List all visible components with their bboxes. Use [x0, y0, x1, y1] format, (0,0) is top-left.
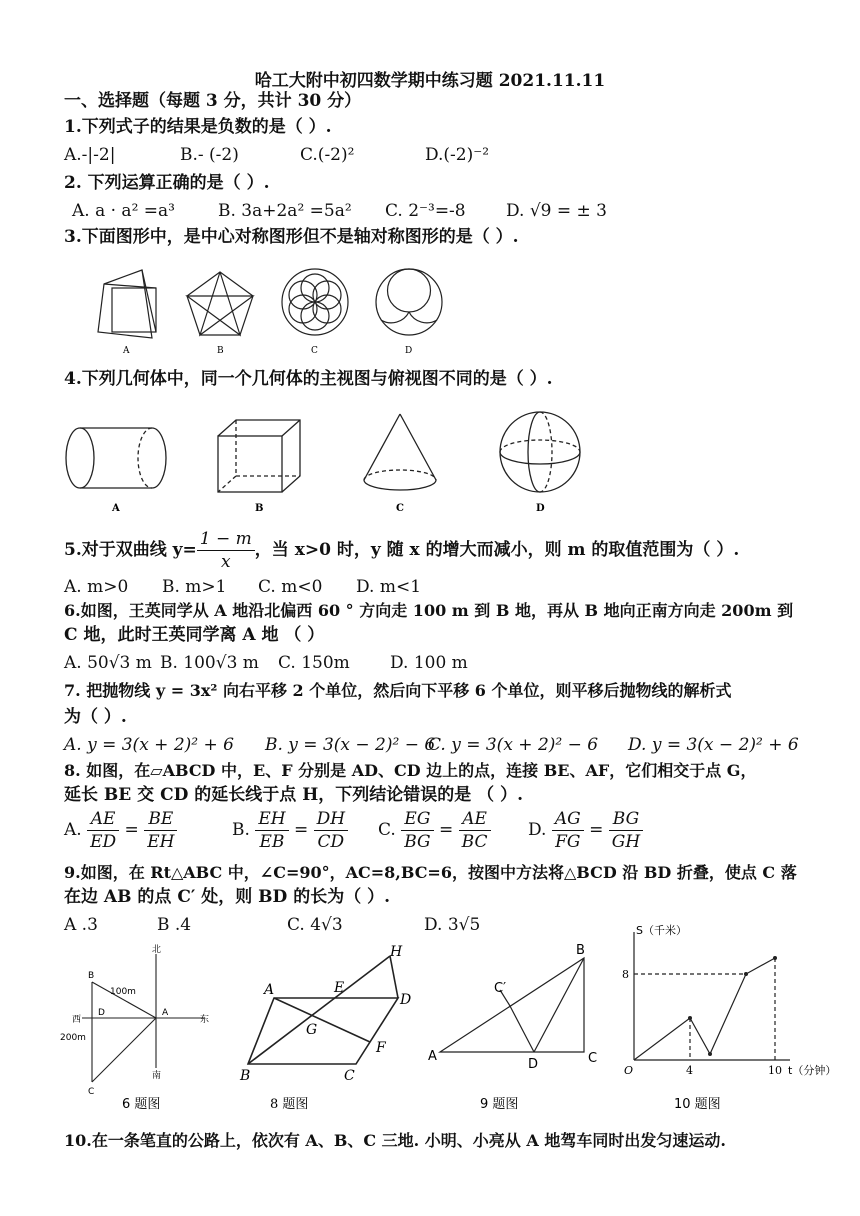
- fig6-point-a: A: [162, 1008, 169, 1018]
- fig10-x-tick-4: 4: [686, 1064, 693, 1077]
- fig8-point-e: E: [334, 980, 345, 996]
- q10-line1: 10.在一条笔直的公路上，依次有 A、B、C 三地. 小明、小亮从 A 地驾车同时出发匀速运动.: [64, 1131, 726, 1150]
- fig6-east: 东: [200, 1015, 210, 1025]
- fig9-caption: 9 题图: [480, 1097, 519, 1112]
- figure-6: [60, 942, 220, 1117]
- q7-option-c: C. y = 3(x + 2)² − 6: [428, 735, 599, 755]
- q3-stem: 3.下面图形中，是中心对称图形但不是轴对称图形的是（ ）.: [64, 227, 519, 247]
- q8-option-b-letter: B.: [232, 820, 250, 840]
- q9-option-a: A .3: [64, 915, 98, 935]
- q8-d-frac2: [609, 808, 643, 853]
- fig10-origin: O: [624, 1064, 634, 1077]
- q8-a-d1: ED: [90, 832, 117, 852]
- q5-stem-suffix: ，当 x>0 时，y 随 x 的增大而减小，则 m 的取值范围为（ ）.: [254, 540, 740, 560]
- q7-option-d: D. y = 3(x − 2)² + 6: [628, 735, 799, 755]
- section-heading: 一、选择题（每题 3 分，共计 30 分）: [64, 91, 362, 111]
- figure-4b-cube: [218, 420, 300, 492]
- q8-d-frac1: [552, 808, 584, 853]
- q5-option-b: B. m>1: [162, 577, 227, 597]
- q9-option-b: B .4: [157, 915, 192, 935]
- q8-c-frac1: [401, 808, 433, 853]
- figure-4d-sphere: [500, 412, 580, 492]
- q7-option-b: B. y = 3(x − 2)² − 6: [265, 735, 436, 755]
- q8-a-d2: EH: [147, 832, 175, 852]
- fig6-point-d: D: [98, 1008, 105, 1018]
- q5-fraction: [197, 528, 255, 573]
- figure-4a-label: A: [112, 503, 120, 514]
- q5-numerator: 1 − m: [197, 528, 255, 551]
- q8-option-a-letter: A.: [64, 820, 82, 840]
- q2-option-b: B. 3a+2a² =5a²: [218, 201, 352, 221]
- q8-c-n2: AE: [459, 808, 491, 831]
- fig10-y-tick-8: 8: [622, 968, 629, 981]
- fig8-point-b: B: [240, 1068, 251, 1084]
- q8-line1: 8. 如图，在▱ABCD 中，E、F 分别是 AD、CD 边上的点，连接 BE、AF，它们相交于点 G，: [64, 761, 757, 780]
- figure-10: [620, 922, 840, 1118]
- figure-4a-cylinder: [66, 428, 166, 488]
- q8-line2: 延长 BE 交 CD 的延长线于点 H，下列结论错误的是 （ ）.: [64, 785, 524, 805]
- fig6-distance-100: 100m: [110, 987, 136, 997]
- figure-3a: [98, 270, 156, 338]
- q6-option-d: D. 100 m: [390, 653, 468, 673]
- q6-option-a: A. 50√3 m: [64, 653, 152, 673]
- q1-stem: 1.下列式子的结果是负数的是（ ）.: [64, 117, 332, 137]
- fig8-point-a: A: [264, 982, 275, 998]
- figure-4b-label: B: [255, 503, 264, 514]
- q8-d-d1: FG: [555, 832, 581, 852]
- fig8-caption: 8 题图: [270, 1097, 309, 1112]
- fig6-distance-200: 200m: [60, 1033, 86, 1043]
- fig9-point-b: B: [576, 943, 585, 958]
- q7-line1: 7. 把抛物线 y = 3x² 向右平移 2 个单位，然后向下平移 6 个单位，则平移后抛物线的解析式: [64, 681, 732, 700]
- q8-b-frac2: [314, 808, 348, 853]
- q5-option-a: A. m>0: [64, 577, 129, 597]
- q8-d-n1: AG: [552, 808, 584, 831]
- fig10-x-tick-10: 10: [768, 1064, 782, 1077]
- q8-b-d2: CD: [317, 832, 345, 852]
- q6-option-c: C. 150m: [278, 653, 350, 673]
- page-title: 哈工大附中初四数学期中练习题 2021.11.11: [254, 71, 606, 91]
- fig10-y-axis-label: S（千米）: [636, 924, 687, 937]
- q9-option-d: D. 3√5: [424, 915, 481, 935]
- figure-9: [424, 942, 614, 1117]
- q8-option-a: A. $\frac{AE}{ED}$ = $\frac{BE}{EH}$: [64, 808, 177, 853]
- q8-option-b: B. $\frac{EH}{EB}$ = $\frac{DH}{CD}$: [232, 808, 348, 853]
- q1-option-d: D.(-2)⁻²: [425, 145, 490, 165]
- figure-4d-label: D: [536, 503, 545, 514]
- fig6-point-b: B: [88, 971, 95, 981]
- figure-3c: [282, 269, 348, 335]
- q5-stem-prefix: 5.对于双曲线 y=: [64, 540, 197, 560]
- fig6-north: 北: [152, 945, 162, 955]
- q8-c-d2: BC: [461, 832, 488, 852]
- q4-stem: 4.下列几何体中，同一个几何体的主视图与俯视图不同的是（ ）.: [64, 369, 553, 389]
- q7-line2: 为（ ）.: [64, 707, 127, 727]
- q7-option-a: A. y = 3(x + 2)² + 6: [64, 735, 234, 755]
- q9-line2: 在边 AB 的点 C′ 处，则 BD 的长为（ ）.: [64, 887, 391, 907]
- q8-a-n2: BE: [144, 808, 177, 831]
- figure-3c-label: C: [311, 346, 318, 356]
- q9-line1: 9.如图，在 Rt△ABC 中，∠C=90°，AC=8,BC=6，按图中方法将△BCD 沿 BD 折叠，使点 C 落: [64, 863, 797, 882]
- q6-option-b: B. 100√3 m: [160, 653, 259, 673]
- q5-option-d: D. m<1: [356, 577, 422, 597]
- q8-option-c: C. $\frac{EG}{BG}$ = $\frac{AE}{BC}$: [378, 808, 491, 853]
- q8-option-d-letter: D.: [528, 820, 547, 840]
- q8-d-d2: GH: [611, 832, 641, 852]
- q3-figures: [90, 262, 440, 357]
- q2-stem: 2. 下列运算正确的是（ ）.: [64, 173, 270, 193]
- fig10-x-axis-label: t（分钟）: [788, 1064, 837, 1077]
- fig9-point-c: C: [588, 1051, 598, 1066]
- fig8-point-h: H: [390, 944, 403, 960]
- figure-3a-label: A: [123, 346, 130, 356]
- fig8-point-f: F: [376, 1040, 386, 1056]
- q8-c-d1: BG: [404, 832, 431, 852]
- fig6-south: 南: [152, 1071, 162, 1081]
- q2-option-c: C. 2⁻³=-8: [385, 201, 466, 221]
- q5-stem: [64, 528, 739, 573]
- fig9-point-d: D: [528, 1057, 539, 1072]
- q1-option-c: C.(-2)²: [300, 145, 355, 165]
- figure-3b-label: B: [217, 346, 224, 356]
- q9-option-c: C. 4√3: [287, 915, 343, 935]
- q5-denominator: x: [221, 552, 231, 572]
- q8-a-n1: AE: [87, 808, 119, 831]
- q8-a-frac2: [144, 808, 177, 853]
- fig6-west: 西: [72, 1015, 82, 1025]
- q1-option-a: A.-|-2|: [64, 145, 116, 165]
- fig6-caption: 6 题图: [122, 1097, 161, 1112]
- fig9-point-a: A: [428, 1049, 437, 1064]
- fig8-point-c: C: [344, 1068, 355, 1084]
- q8-option-c-letter: C.: [378, 820, 396, 840]
- q8-d-n2: BG: [609, 808, 643, 831]
- q4-figures: [60, 408, 600, 518]
- fig8-point-d: D: [400, 992, 412, 1008]
- figure-4c-cone: [364, 414, 436, 490]
- q8-b-d1: EB: [259, 832, 285, 852]
- figure-8: [238, 942, 410, 1117]
- q8-b-n1: EH: [255, 808, 288, 831]
- q6-line2: C 地，此时王英同学离 A 地 （ ）: [64, 625, 325, 645]
- q8-c-frac2: [459, 808, 491, 853]
- fig6-point-c: C: [88, 1087, 95, 1097]
- fig9-point-c-prime: C′: [494, 981, 507, 996]
- figure-3d-label: D: [405, 346, 413, 356]
- figure-4c-label: C: [396, 503, 404, 514]
- q8-b-frac1: [255, 808, 288, 853]
- q5-option-c: C. m<0: [258, 577, 323, 597]
- q8-c-n1: EG: [401, 808, 433, 831]
- q8-option-d: D. $\frac{AG}{FG}$ = $\frac{BG}{GH}$: [528, 808, 643, 853]
- fig8-point-g: G: [306, 1022, 318, 1038]
- q2-option-d: D. √9 = ± 3: [506, 201, 607, 221]
- q8-b-n2: DH: [314, 808, 348, 831]
- figure-3b: [187, 272, 253, 335]
- q1-option-b: B.- (-2): [180, 145, 239, 165]
- q2-option-a: A. a · a² =a³: [72, 201, 175, 221]
- fig10-caption: 10 题图: [674, 1097, 721, 1112]
- q6-line1: 6.如图，王英同学从 A 地沿北偏西 60 ° 方向走 100 m 到 B 地，再从 B 地向正南方向走 200m 到: [64, 601, 794, 620]
- figure-3d: [376, 269, 442, 335]
- q8-a-frac1: [87, 808, 119, 853]
